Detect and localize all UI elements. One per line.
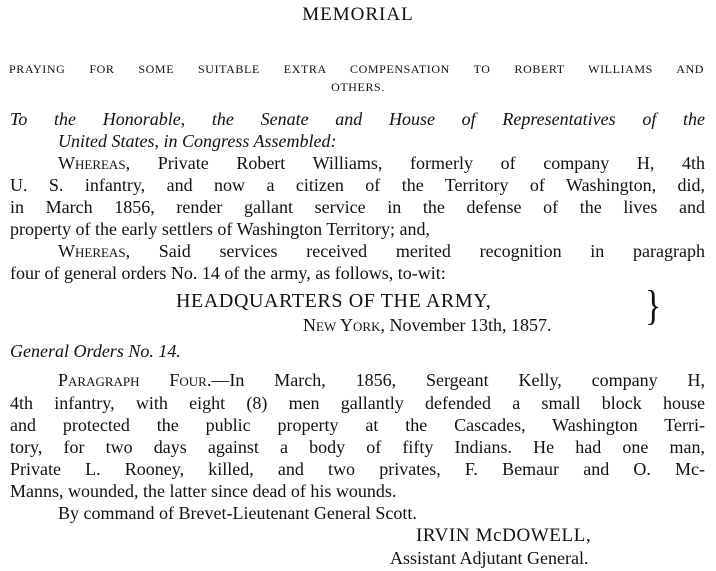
address-line-1: To the Honorable, the Senate and House of Representatives of the [10, 109, 705, 129]
address-line-2: United States, in Congress Assembled: [58, 131, 337, 151]
whereas-1-line-1: Whereas, Private Robert Williams, formerly of company H, 4th [58, 153, 705, 173]
paragraph-line-3: and protected the public property at the Cascades, Washington Terri- [10, 415, 705, 435]
paragraph-line-5: Private L. Rooney, killed, and two privates, F. Bemaur and O. Mc- [10, 459, 705, 479]
whereas-word: Whereas [58, 153, 126, 173]
paragraph-line-6: Manns, wounded, the latter since dead of his wounds. [10, 481, 397, 501]
paragraph-line-1: Paragraph Four.—In March, 1856, Sergeant Kelly, company H, [58, 370, 706, 390]
whereas-2-line-1: Whereas, Said services received merited recognition in paragraph [58, 241, 705, 261]
whereas-1-line-4: property of the early settlers of Washington Territory; and, [10, 219, 431, 239]
headquarters-heading: HEADQUARTERS OF THE ARMY, [176, 290, 492, 312]
subtitle-line-1: PRAYING FOR SOME SUITABLE EXTRA COMPENSATION TO ROBERT WILLIAMS AND [9, 62, 704, 76]
whereas-1-line-3: in March 1856, render gallant service in the defense of the lives and [10, 197, 705, 217]
whereas-2-line-2: four of general orders No. 14 of the army, as follows, to-wit: [10, 263, 446, 283]
paragraph-line-4: tory, for two days against a body of fifty Indians. He had one man, [10, 437, 705, 457]
paragraph-label: Paragraph Four [58, 370, 207, 390]
document-title: MEMORIAL [302, 4, 414, 25]
paragraph-line-2: 4th infantry, with eight (8) men gallantly defended a small block house [10, 393, 705, 413]
signature-role: Assistant Adjutant General. [390, 548, 589, 568]
subtitle-line-2: OTHERS. [331, 80, 385, 94]
general-orders-heading: General Orders No. 14. [10, 341, 181, 361]
command-line: By command of Brevet-Lieutenant General Scott. [58, 503, 417, 523]
signature-name: IRVIN McDOWELL, [416, 525, 592, 546]
whereas-word: Whereas [58, 241, 126, 261]
brace-decoration: } [645, 283, 662, 330]
headquarters-dateline: New York, November 13th, 1857. [303, 315, 552, 335]
whereas-1-line-2: U. S. infantry, and now a citizen of the Territory of Washington, did, [10, 175, 705, 195]
headquarters-city: New York [303, 315, 381, 335]
